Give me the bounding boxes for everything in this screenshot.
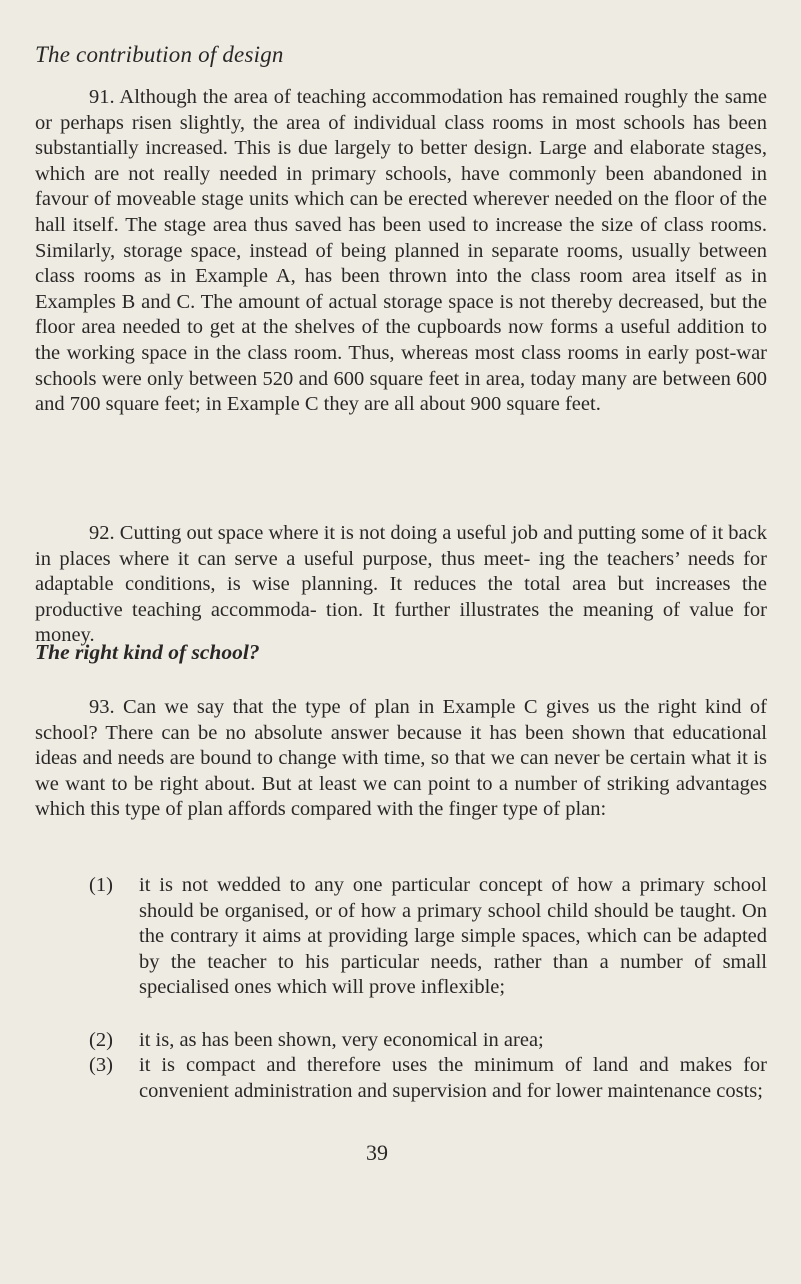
section-heading: The right kind of school?: [35, 640, 260, 664]
list-item-number: (3): [89, 1054, 113, 1076]
list-item-number: (2): [89, 1029, 113, 1051]
list-item: [89, 1028, 767, 1054]
running-head: The contribution of design: [35, 42, 284, 67]
list-item-text: it is compact and therefore uses the minimum of land and makes for convenient administration and supervision and for lower maintenance costs;: [139, 1054, 767, 1102]
list-item-number: (1): [89, 874, 113, 896]
list-item: [89, 873, 767, 1001]
list-item-text: it is not wedded to any one particular concept of how a primary school should be organised, or of how a primary school child should be taught. On the contrary it aims at providing large simple spaces, which can be adapted by the teacher to his particular needs, rather than a number of small specialised ones which will prove inflexible;: [139, 874, 767, 999]
page-number: 39: [366, 1140, 388, 1165]
paragraph-91: 91. Although the area of teaching accommodation has remained roughly the same or perhaps risen slightly, the area of individual class rooms in most schools has been substantially increased. This is due largely to better design. Large and elaborate stages, which are not really needed in primary schools, have commonly been abandoned in favour of moveable stage units which can be erected wherever needed on the floor of the hall itself. The stage area thus saved has been used to increase the size of class rooms. Similarly, storage space, instead of being planned in separate rooms, usually between class rooms as in Example A, has been thrown into the class room area itself as in Examples B and C. The amount of actual storage space is not thereby decreased, but the floor area needed to get at the shelves of the cupboards now forms a useful addition to the working space in the class room. Thus, whereas most class rooms in early post-war schools were only between 520 and 600 square feet in area, today many are between 600 and 700 square feet; in Example C they are all about 900 square feet.: [35, 86, 767, 416]
paragraph-92: 92. Cutting out space where it is not doing a useful job and putting some of it back in places where it can serve a useful purpose, thus meet- ing the teachers’ needs for adaptable conditions, is wise planning. It reduces the total area but increases the productive teaching accommoda- tion. It further illustrates the meaning of value for money.: [35, 522, 767, 647]
list-item-text: it is, as has been shown, very economical in area;: [139, 1029, 544, 1051]
list-item: [89, 1053, 767, 1104]
paragraph-93: 93. Can we say that the type of plan in Example C gives us the right kind of school? There can be no absolute answer because it has been shown that educational ideas and needs are bound to change with time, so that we can never be certain what it is we want to be right about. But at least we can point to a number of striking advantages which this type of plan affords compared with the finger type of plan:: [35, 696, 767, 821]
